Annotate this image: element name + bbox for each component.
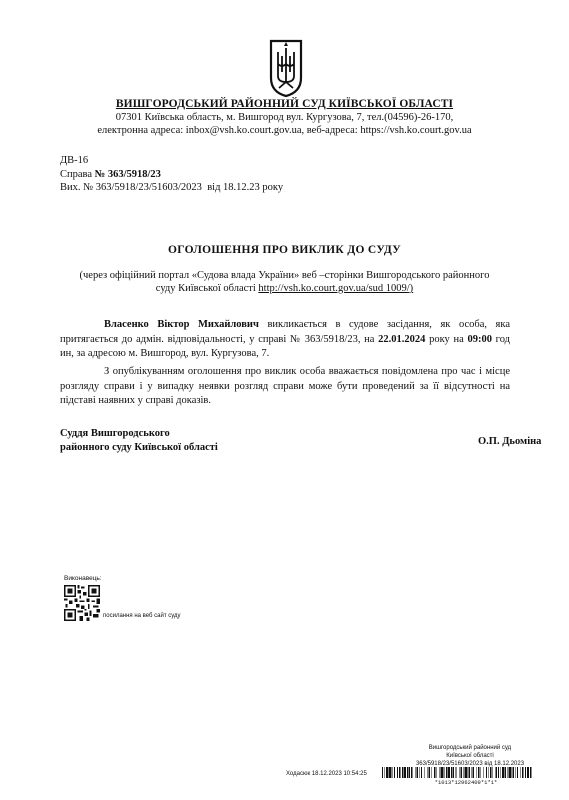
- notice-subtitle-line2: [0, 283, 569, 294]
- stamp-court: Вишгородський районний суд: [428, 745, 512, 751]
- barcode: [382, 767, 532, 778]
- summons-text-part3: год ин, за адресою м. Вишгород, вул. Кургузова, 7.: [60, 333, 510, 359]
- summons-paragraph: [60, 318, 510, 362]
- case-label: Справа: [60, 169, 95, 180]
- subtitle-prefix: суду Київської області: [155, 283, 259, 294]
- executor-label: Виконавець:: [64, 575, 102, 582]
- outgoing-date: від 18.12.23 року: [207, 182, 284, 193]
- barcode-number: *1013*12962409*1*1*: [434, 779, 498, 786]
- case-reference: [60, 169, 161, 180]
- judge-title-line2: районного суду Київської області: [60, 442, 218, 453]
- summoned-person-name: Власенко Віктор Михайлович: [104, 319, 259, 330]
- notification-paragraph: З опублікуванням оголошення про виклик особа вважається повідомлена про час і місце розгляду справи і у випадку неявки розгляд справи може бути проведений за її відсутності на підставі наявних у справі доказів.: [60, 366, 510, 406]
- court-address: 07301 Київська область, м. Вишгород вул. Кургузова, 7, тел.(04596)-26-170,: [115, 112, 454, 123]
- formed-by-timestamp: Ходасюк 18.12.2023 10:54:25: [286, 771, 367, 777]
- court-contacts: електронна адреса: inbox@vsh.ko.court.gov.ua, веб-адреса: https://vsh.ko.court.gov.ua: [97, 125, 472, 136]
- notice-subtitle-line1: (через офіційний портал «Судова влада України» веб –сторінки Вишгородського районного: [79, 270, 490, 281]
- qr-code[interactable]: [64, 585, 100, 621]
- coat-of-arms-emblem: [268, 38, 304, 98]
- hearing-time: 09:00: [467, 333, 492, 345]
- court-website-link[interactable]: http://vsh.ko.court.gov.ua/sud 1009/): [258, 283, 414, 294]
- judge-name: О.П. Дьоміна: [478, 436, 542, 447]
- stamp-number: 363/5918/23/51603/2023 від 18.12.2023: [415, 761, 525, 767]
- outgoing-number: Вих. № 363/5918/23/51603/2023: [60, 182, 202, 193]
- judge-title-line1: Суддя Вишгородського: [60, 428, 170, 439]
- summons-text-part2: року на: [425, 333, 468, 345]
- qr-caption: посилання на веб сайт суду: [103, 613, 181, 619]
- outgoing-reference: [60, 182, 283, 193]
- case-number: № 363/5918/23: [94, 169, 161, 180]
- summons-text-part1: викликається в судове засідання, як особа, яка притягається до адмін. відповідальності, у справі № 363/5918/23, на: [60, 319, 510, 345]
- stamp-region: Київської області: [446, 753, 494, 759]
- form-code: ДВ-16: [60, 155, 89, 166]
- court-name-heading: ВИШГОРОДСЬКИЙ РАЙОННИЙ СУД КИЇВСЬКОЇ ОБЛАСТІ: [115, 98, 454, 110]
- notice-title: ОГОЛОШЕННЯ ПРО ВИКЛИК ДО СУДУ: [168, 244, 401, 256]
- hearing-date: 22.01.2024: [378, 333, 426, 345]
